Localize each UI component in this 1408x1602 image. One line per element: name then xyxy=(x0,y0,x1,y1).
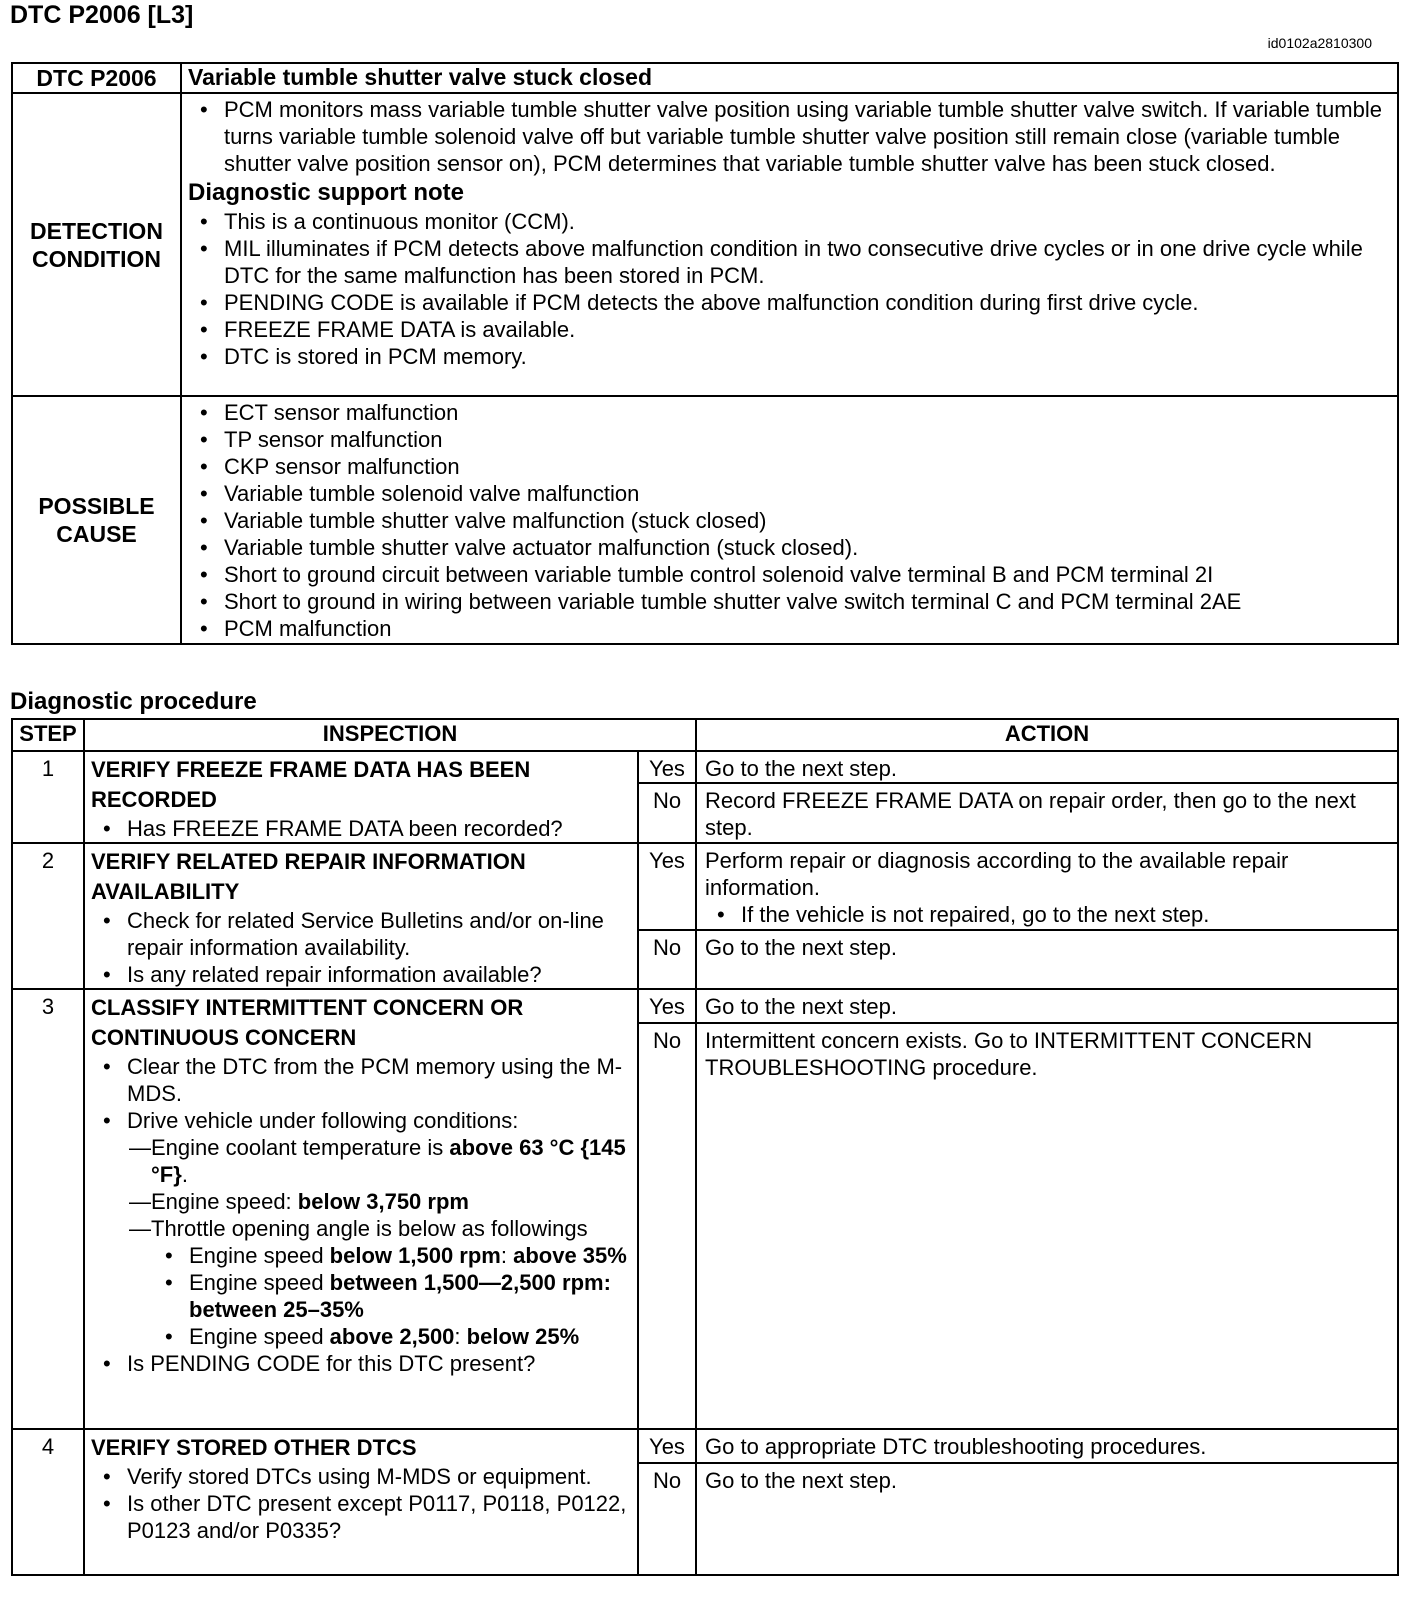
condition-item: — Engine coolant temperature is above 63 °C {145 °F}. xyxy=(91,1134,631,1188)
step-number: 3 xyxy=(12,989,84,1429)
list-item: • PCM malfunction xyxy=(188,615,1391,642)
no-label: No xyxy=(638,1023,696,1429)
table-row xyxy=(12,751,1398,783)
list-item: • Engine speed above 2,500: below 25% xyxy=(91,1323,631,1350)
list-item: • This is a continuous monitor (CCM). xyxy=(188,208,1391,235)
support-note-list xyxy=(188,208,1391,370)
inspection-header: INSPECTION xyxy=(84,719,696,751)
yes-action: Perform repair or diagnosis according to the available repair information. • If the vehicle is not repaired, go to the next step. xyxy=(696,843,1398,930)
yes-label: Yes xyxy=(638,751,696,783)
no-action: Go to the next step. xyxy=(696,1463,1398,1575)
table-row xyxy=(12,1429,1398,1463)
detection-condition-row xyxy=(12,93,1398,396)
list-item: • If the vehicle is not repaired, go to the next step. xyxy=(705,901,1389,928)
page-title: DTC P2006 [L3] xyxy=(10,1,194,29)
possible-cause-row xyxy=(12,396,1398,644)
yes-action: Go to appropriate DTC troubleshooting procedures. xyxy=(696,1429,1398,1463)
list-item: • Is PENDING CODE for this DTC present? xyxy=(91,1350,631,1377)
step-number: 1 xyxy=(12,751,84,843)
step-inspection xyxy=(84,751,638,843)
step-inspection xyxy=(84,989,638,1429)
no-action: Go to the next step. xyxy=(696,930,1398,989)
list-item: • Verify stored DTCs using M-MDS or equipment. xyxy=(91,1463,631,1490)
list-item: • Short to ground circuit between variable tumble control solenoid valve terminal B and PCM terminal 2I xyxy=(188,561,1391,588)
document-id: id0102a2810300 xyxy=(1267,35,1372,51)
list-item: • Has FREEZE FRAME DATA been recorded? xyxy=(91,815,631,842)
list-item: • DTC is stored in PCM memory. xyxy=(188,343,1391,370)
procedure-title: Diagnostic procedure xyxy=(10,688,257,715)
step-title: VERIFY RELATED REPAIR INFORMATION AVAILABILITY xyxy=(91,849,526,904)
step-title: VERIFY STORED OTHER DTCS xyxy=(91,1435,417,1460)
list-item: • ECT sensor malfunction xyxy=(188,399,1391,426)
step-number: 2 xyxy=(12,843,84,989)
list-item: • Variable tumble shutter valve actuator malfunction (stuck closed). xyxy=(188,534,1391,561)
dtc-description: Variable tumble shutter valve stuck closed xyxy=(181,63,1398,93)
list-item: • Check for related Service Bulletins and/or on-line repair information availability. xyxy=(91,907,631,961)
step-title: VERIFY FREEZE FRAME DATA HAS BEEN RECORDED xyxy=(91,757,531,812)
detection-main-item: • PCM monitors mass variable tumble shutter valve position using variable tumble shutter valve switch. If variable tumble turns variable tumble solenoid valve off but variable tumble shutter valve position still remain close (variable tumble shutter valve position sensor on), PCM determines that variable tumble shutter valve has been stuck closed. xyxy=(188,96,1391,177)
diagnostic-procedure-table xyxy=(11,718,1399,1576)
table-row xyxy=(12,843,1398,930)
list-item: • Drive vehicle under following conditions: xyxy=(91,1107,631,1134)
yes-action: Go to the next step. xyxy=(696,989,1398,1023)
list-item: • CKP sensor malfunction xyxy=(188,453,1391,480)
no-label: No xyxy=(638,930,696,989)
table-row xyxy=(12,989,1398,1023)
no-label: No xyxy=(638,1463,696,1575)
list-item: • PENDING CODE is available if PCM detects the above malfunction condition during first drive cycle. xyxy=(188,289,1391,316)
yes-label: Yes xyxy=(638,1429,696,1463)
yes-action: Go to the next step. xyxy=(696,751,1398,783)
detection-condition-label: DETECTION CONDITION xyxy=(12,93,181,396)
detection-condition-content xyxy=(181,93,1398,396)
no-action: Intermittent concern exists. Go to INTERMITTENT CONCERN TROUBLESHOOTING procedure. xyxy=(696,1023,1398,1429)
no-action: Record FREEZE FRAME DATA on repair order, then go to the next step. xyxy=(696,783,1398,843)
procedure-header-row xyxy=(12,719,1398,751)
possible-cause-label: POSSIBLE CAUSE xyxy=(12,396,181,644)
action-header: ACTION xyxy=(696,719,1398,751)
list-item: • Variable tumble shutter valve malfunction (stuck closed) xyxy=(188,507,1391,534)
step-title: CLASSIFY INTERMITTENT CONCERN OR CONTINUOUS CONCERN xyxy=(91,995,524,1050)
list-item: • Short to ground in wiring between variable tumble shutter valve switch terminal C and PCM terminal 2AE xyxy=(188,588,1391,615)
step-inspection xyxy=(84,1429,638,1575)
list-item: • MIL illuminates if PCM detects above malfunction condition in two consecutive drive cycles or in one drive cycle while DTC for the same malfunction has been stored in PCM. xyxy=(188,235,1391,289)
list-item: • Engine speed between 1,500—2,500 rpm: between 25–35% xyxy=(91,1269,631,1323)
list-item: • TP sensor malfunction xyxy=(188,426,1391,453)
possible-cause-list xyxy=(188,399,1391,642)
dtc-info-table xyxy=(11,62,1399,645)
no-label: No xyxy=(638,783,696,843)
list-item: • Is other DTC present except P0117, P0118, P0122, P0123 and/or P0335? xyxy=(91,1490,631,1544)
step-number: 4 xyxy=(12,1429,84,1575)
possible-cause-content xyxy=(181,396,1398,644)
list-item: • Variable tumble solenoid valve malfunction xyxy=(188,480,1391,507)
list-item: • Engine speed below 1,500 rpm: above 35% xyxy=(91,1242,631,1269)
dtc-code: DTC P2006 xyxy=(12,63,181,93)
condition-item: — Engine speed: below 3,750 rpm xyxy=(91,1188,631,1215)
step-inspection xyxy=(84,843,638,989)
support-note-heading: Diagnostic support note xyxy=(188,179,464,206)
list-item: • FREEZE FRAME DATA is available. xyxy=(188,316,1391,343)
dtc-header-row xyxy=(12,63,1398,93)
yes-label: Yes xyxy=(638,989,696,1023)
condition-item: — Throttle opening angle is below as followings xyxy=(91,1215,631,1242)
yes-label: Yes xyxy=(638,843,696,930)
list-item: • Is any related repair information available? xyxy=(91,961,631,988)
step-header: STEP xyxy=(12,719,84,751)
list-item: • Clear the DTC from the PCM memory using the M-MDS. xyxy=(91,1053,631,1107)
